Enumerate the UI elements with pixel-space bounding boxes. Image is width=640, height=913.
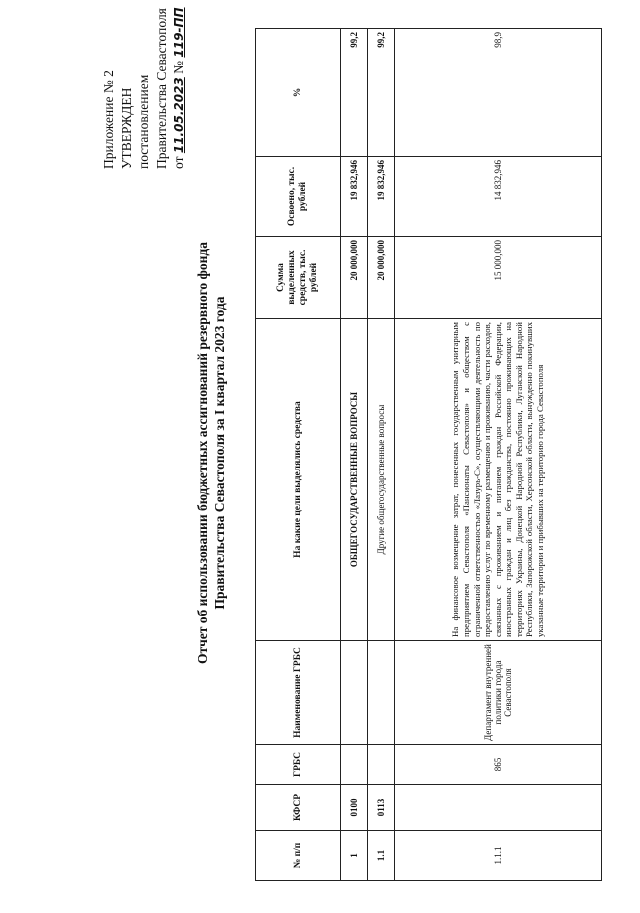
cell-allocated: 20 000,000: [341, 237, 368, 319]
cell-spent: 19 832,946: [368, 157, 395, 237]
resolution-label: постановлением: [136, 74, 151, 169]
table-row: [368, 29, 395, 881]
table-row: [395, 29, 602, 881]
title-line-2: Правительства Севастополя за I квартал 2023 года: [212, 296, 227, 610]
cell-num: 1.1: [368, 831, 395, 881]
cell-grbs: [368, 745, 395, 785]
resolution-date: 11.05.2023: [172, 77, 186, 154]
header-grbs: ГРБС: [256, 745, 341, 785]
appendix-label: Приложение № 2: [101, 70, 116, 169]
cell-grbs-name: [368, 641, 395, 745]
cell-purpose: На финансовое возмещение затрат, понесенных государственным унитарным предприятием Севастополя «Пансионаты Севастополя» и обществом с ограниченной ответственностью «Лазурь-С», осуществляющими деятельность по предоставлению услуг по временному размещению и проживанию, части расходов, связанных с проживанием и питанием граждан Российской Федерации, иностранных граждан и лиц без гражданства, постоянно проживающих на территориях Украины, Донецкой Народной Республики, Луганской Народной Республики, Запорожской области, Херсонской области, вынужденно покинувших указанные территории и прибывших на территорию города Севастополя: [395, 319, 602, 641]
date-number-line: [170, 7, 189, 169]
cell-purpose: Другие общегосударственные вопросы: [368, 319, 395, 641]
approved-label: УТВЕРЖДЕН: [118, 87, 134, 169]
table-header-row: [256, 29, 341, 881]
report-table: [255, 28, 602, 881]
header-allocated: Сумма выделенных средств, тыс. рублей: [256, 237, 341, 319]
cell-grbs: [341, 745, 368, 785]
cell-spent: 14 832,946: [395, 157, 602, 237]
title-line-1: Отчет об использовании бюджетных ассигнований резервного фонда: [195, 242, 210, 664]
cell-spent: 19 832,946: [341, 157, 368, 237]
cell-percent: 99,2: [341, 29, 368, 157]
cell-kfsr: 0113: [368, 785, 395, 831]
header-purpose: На какие цели выделялись средства: [256, 319, 341, 641]
table-row: [341, 29, 368, 881]
report-title: [194, 143, 228, 763]
cell-grbs-name: [341, 641, 368, 745]
cell-allocated: 20 000,000: [368, 237, 395, 319]
date-prefix: от: [171, 156, 186, 169]
cell-kfsr: [395, 785, 602, 831]
number-prefix: №: [171, 60, 186, 74]
resolution-number: 119-ПП: [172, 7, 186, 58]
header-num: № п/п: [256, 831, 341, 881]
cell-num: 1.1.1: [395, 831, 602, 881]
header-grbs-name: Наименование ГРБС: [256, 641, 341, 745]
cell-grbs-name: Департамент внутренней политики города Севастополя: [395, 641, 602, 745]
cell-grbs: 865: [395, 745, 602, 785]
header-kfsr: КФСР: [256, 785, 341, 831]
cell-percent: 98,9: [395, 29, 602, 157]
cell-percent: 99,2: [368, 29, 395, 157]
cell-allocated: 15 000,000: [395, 237, 602, 319]
header-percent: %: [256, 29, 341, 157]
appendix-block: [100, 7, 189, 169]
government-label: Правительства Севастополя: [153, 8, 169, 169]
cell-purpose: ОБЩЕГОСУДАРСТВЕННЫЕ ВОПРОСЫ: [341, 319, 368, 641]
cell-num: 1: [341, 831, 368, 881]
cell-kfsr: 0100: [341, 785, 368, 831]
header-spent: Освоено, тыс. рублей: [256, 157, 341, 237]
